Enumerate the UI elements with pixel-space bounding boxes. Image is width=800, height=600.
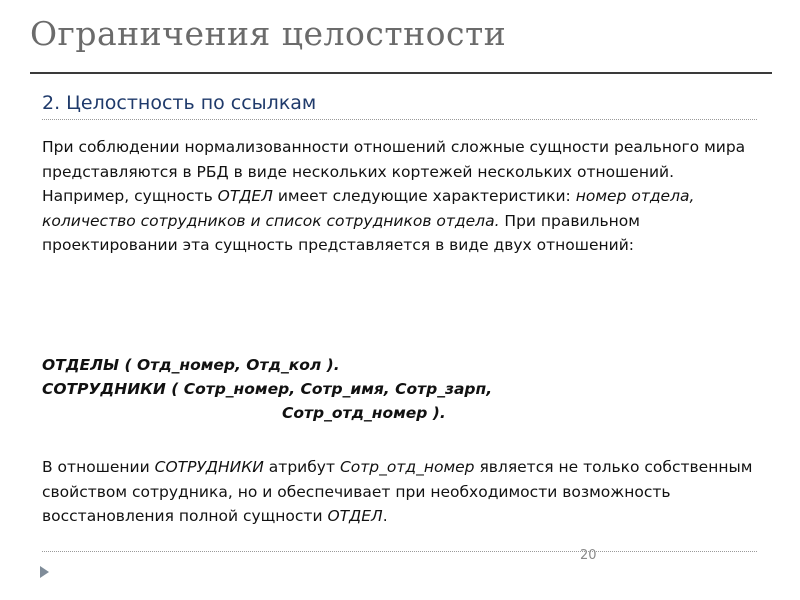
title-divider [30, 72, 772, 74]
conclusion-text-2: атрибут [263, 458, 340, 476]
page-number: 20 [580, 548, 597, 563]
intro-text-2: имеет следующие характеристики: [272, 187, 576, 205]
conclusion-text-end: . [382, 507, 388, 525]
footer-divider [42, 551, 757, 552]
entity-name-otdel: ОТДЕЛ [217, 187, 273, 205]
relation-schemas [42, 353, 742, 425]
section-subtitle: 2. Целостность по ссылкам [42, 92, 317, 114]
relation-name-sotrudniki: СОТРУДНИКИ [154, 458, 264, 476]
subtitle-divider [42, 119, 757, 120]
play-arrow-icon[interactable] [40, 566, 49, 578]
relation-sotrudniki-continued: Сотр_отд_номер ). [282, 404, 446, 422]
entity-name-otdel-2: ОТДЕЛ [327, 507, 383, 525]
entity-characteristics: номер отдела, количество сотрудников и список сотрудников отдела. [42, 187, 695, 230]
relation-sotrudniki: СОТРУДНИКИ ( Сотр_номер, Сотр_имя, Сотр_зарп, [42, 380, 493, 398]
conclusion-text-3: является не только собственным свойством сотрудника, но и обеспечивает при необходимости возможность восстановления полной сущности [42, 458, 753, 525]
intro-text-3: При правильном проектировании эта сущность представляется в виде двух отношений: [42, 211, 640, 254]
slide-title: Ограничения целостности [30, 14, 507, 53]
intro-paragraph [42, 135, 760, 258]
conclusion-paragraph [42, 455, 760, 529]
intro-text-1: При соблюдении нормализованности отношений сложные сущности реального мира представляются в РБД в виде нескольких кортежей нескольких отношений. Например, сущность [42, 138, 746, 205]
conclusion-text-1: В отношении [42, 458, 155, 476]
relation-otdely: ОТДЕЛЫ ( Отд_номер, Отд_кол ). [42, 356, 340, 374]
attribute-name: Сотр_отд_номер [339, 458, 475, 476]
